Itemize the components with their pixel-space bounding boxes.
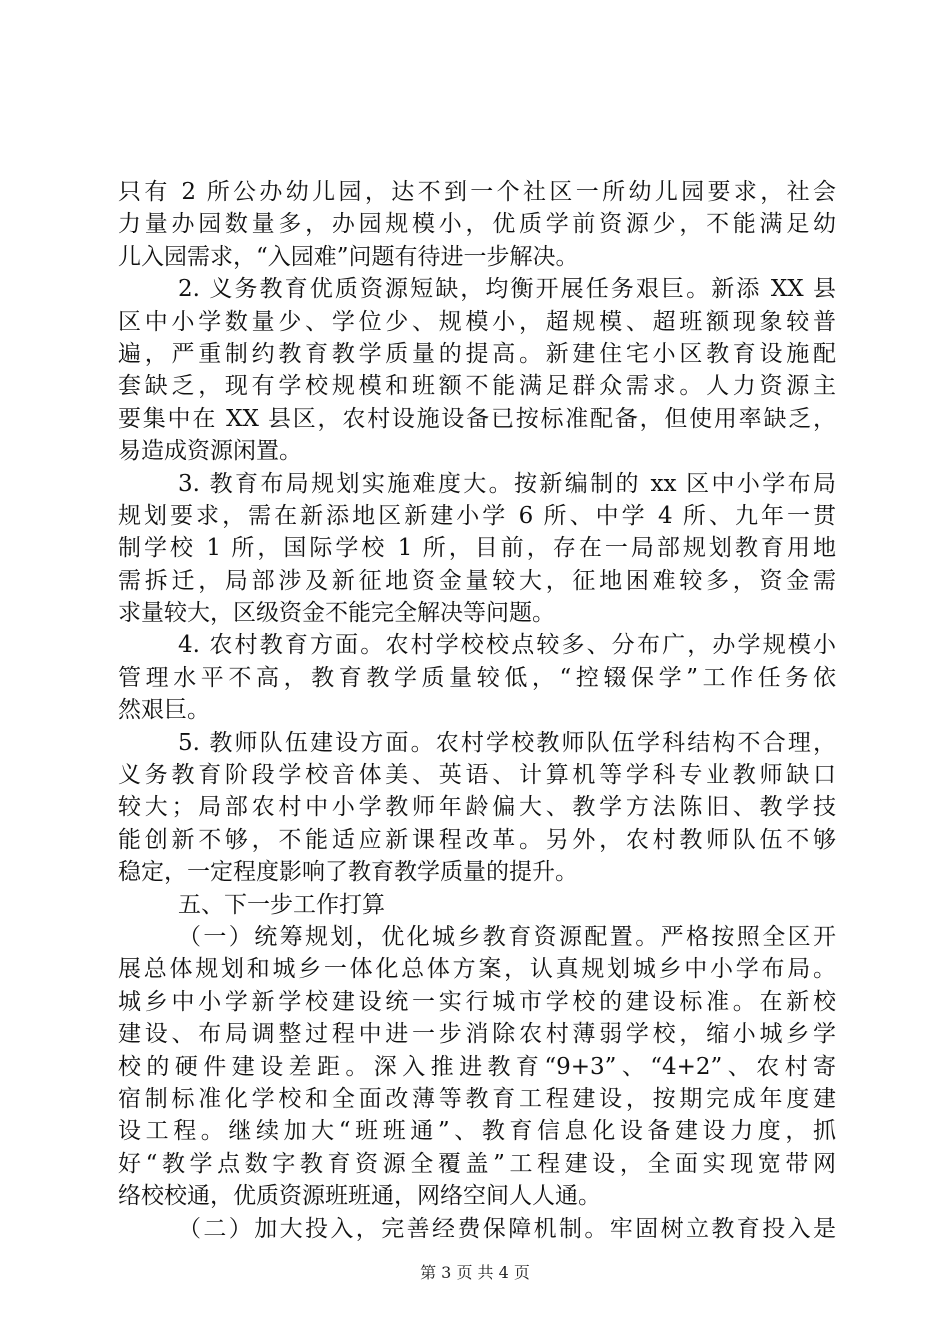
text-line: 3. 教育布局规划实施难度大。按新编制的 xx 区中小学布局 (178, 470, 836, 497)
text-line: 区中小学数量少、学位少、规模小，超规模、超班额现象较普 (118, 308, 836, 335)
text-line: 遍，严重制约教育教学质量的提高。新建住宅小区教育设施配 (118, 340, 836, 367)
text-line: 好“教学点数字教育资源全覆盖”工程建设，全面实现宽带网 (118, 1150, 836, 1177)
text-line: 稳定，一定程度影响了教育教学质量的提升。 (118, 859, 578, 886)
page-footer: 第 3 页 共 4 页 (420, 1263, 530, 1282)
section-heading: 五、下一步工作打算 (178, 891, 385, 918)
text-line: 2. 义务教育优质资源短缺，均衡开展任务艰巨。新添 XX 县 (178, 276, 836, 303)
text-line: 校的硬件建设差距。深入推进教育“9+3”、“4+2”、农村寄 (118, 1053, 836, 1080)
text-line: 较大；局部农村中小学教师年龄偏大、教学方法陈旧、教学技 (118, 794, 836, 821)
text-line: 规划要求，需在新添地区新建小学 6 所、中学 4 所、九年一贯 (118, 502, 836, 529)
text-line: 设工程。继续加大“班班通”、教育信息化设备建设力度，抓 (118, 1118, 836, 1145)
text-line: 要集中在 XX 县区，农村设施设备已按标准配备，但使用率缺乏， (118, 405, 836, 432)
body-text (118, 176, 836, 1245)
text-line: 城乡中小学新学校建设统一实行城市学校的建设标准。在新校 (118, 988, 836, 1015)
text-line: 求量较大，区级资金不能完全解决等问题。 (118, 600, 555, 627)
text-line: （一）统筹规划，优化城乡教育资源配置。严格按照全区开 (178, 923, 836, 950)
text-line: 管理水平不高，教育教学质量较低，“控辍保学”工作任务依 (118, 664, 836, 691)
text-line: 只有 2 所公办幼儿园，达不到一个社区一所幼儿园要求，社会 (118, 179, 836, 205)
text-line: 需拆迁，局部涉及新征地资金量较大，征地困难较多，资金需 (118, 567, 836, 594)
text-line: 能创新不够，不能适应新课程改革。另外，农村教师队伍不够 (118, 826, 836, 853)
text-line: 制学校 1 所，国际学校 1 所，目前，存在一局部规划教育用地 (118, 535, 836, 562)
text-line: 4. 农村教育方面。农村学校校点较多、分布广，办学规模小 (178, 632, 836, 659)
text-line: 展总体规划和城乡一体化总体方案，认真规划城乡中小学布局。 (118, 956, 836, 983)
text-line: 5. 教师队伍建设方面。农村学校教师队伍学科结构不合理， (178, 729, 836, 756)
text-line: 建设、布局调整过程中进一步消除农村薄弱学校，缩小城乡学 (118, 1021, 836, 1048)
text-line: 力量办园数量多，办园规模小，优质学前资源少，不能满足幼 (118, 211, 836, 238)
text-line: （二）加大投入，完善经费保障机制。牢固树立教育投入是 (178, 1215, 836, 1242)
text-line: 易造成资源闲置。 (118, 438, 302, 465)
text-line: 然艰巨。 (118, 697, 210, 724)
text-line: 套缺乏，现有学校规模和班额不能满足群众需求。人力资源主 (118, 373, 836, 400)
text-line: 宿制标准化学校和全面改薄等教育工程建设，按期完成年度建 (118, 1085, 836, 1112)
text-line: 络校校通，优质资源班班通，网络空间人人通。 (118, 1183, 601, 1210)
text-line: 义务教育阶段学校音体美、英语、计算机等学科专业教师缺口 (118, 762, 836, 789)
text-line: 儿入园需求，“入园难”问题有待进一步解决。 (118, 243, 579, 270)
